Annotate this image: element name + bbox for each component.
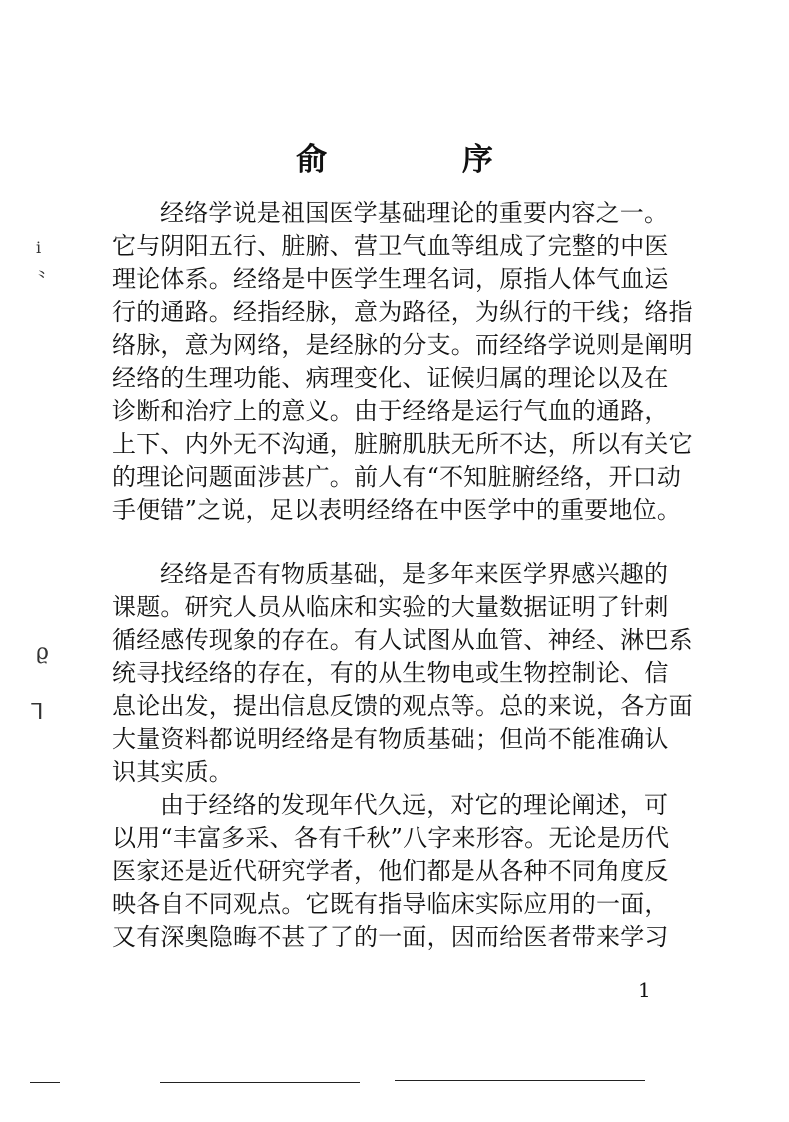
text-line: 行的通路。经指经脉，意为路径，为纵行的干线；络指 (112, 298, 693, 326)
text-line: 经络是否有物质基础，是多年来医学界感兴趣的 (160, 560, 669, 588)
margin-mark: ⅰ (36, 238, 42, 257)
text-line: 手便错”之说，足以表明经络在中医学中的重要地位。 (112, 496, 682, 524)
text-line: 医家还是近代研究学者，他们都是从各种不同角度反 (112, 857, 669, 885)
text-line: 映各自不同观点。它既有指导临床实际应用的一面， (112, 890, 669, 918)
text-line: 理论体系。经络是中医学生理名词，原指人体气血运 (112, 265, 669, 293)
margin-mark: ᒣ (30, 700, 44, 725)
bottom-rule (30, 1082, 60, 1083)
page-number: 1 (638, 978, 651, 1002)
margin-mark: ϱ (36, 640, 49, 665)
text-line: 统寻找经络的存在，有的从生物电或生物控制论、信 (112, 659, 669, 687)
text-line: 它与阴阳五行、脏腑、营卫气血等组成了完整的中医 (112, 232, 669, 260)
text-line: 息论出发，提出信息反馈的观点等。总的来说，各方面 (112, 692, 693, 720)
bottom-rule (160, 1082, 360, 1083)
text-line: 经络的生理功能、病理变化、证候归属的理论以及在 (112, 364, 669, 392)
text-line: 的理论问题面涉甚广。前人有“不知脏腑经络，开口动 (112, 463, 682, 491)
text-line: 经络学说是祖国医学基础理论的重要内容之一。 (160, 199, 669, 227)
text-line: 诊断和治疗上的意义。由于经络是运行气血的通路， (112, 397, 669, 425)
text-line: 络脉，意为网络，是经脉的分支。而经络学说则是阐明 (112, 331, 693, 359)
page-title: 俞 序 (296, 142, 555, 178)
margin-mark: ⺀ (34, 268, 51, 287)
text-line: 大量资料都说明经络是有物质基础；但尚不能准确认 (112, 725, 669, 753)
text-line: 循经感传现象的存在。有人试图从血管、神经、淋巴系 (112, 626, 693, 654)
text-line: 以用“丰富多采、各有千秋”八字来形容。无论是历代 (112, 824, 670, 852)
text-line: 由于经络的发现年代久远，对它的理论阐述，可 (160, 791, 669, 819)
text-line: 识其实质。 (112, 758, 233, 786)
text-line: 上下、内外无不沟通，脏腑肌肤无所不达，所以有关它 (112, 430, 693, 458)
text-line: 又有深奥隐晦不甚了了的一面，因而给医者带来学习 (112, 923, 669, 951)
text-line: 课题。研究人员从临床和实验的大量数据证明了针刺 (112, 593, 669, 621)
bottom-rule (395, 1080, 645, 1081)
